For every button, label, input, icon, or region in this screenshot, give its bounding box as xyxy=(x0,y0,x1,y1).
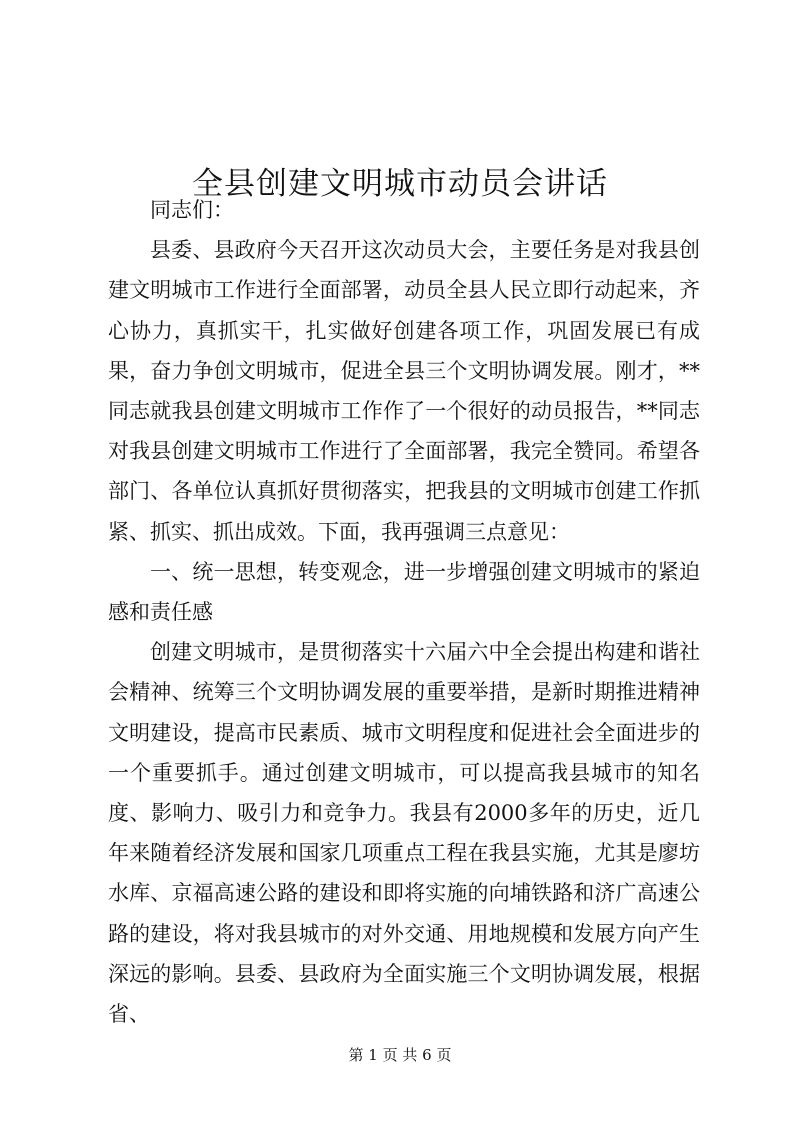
paragraph-section-1: 创建文明城市，是贯彻落实十六届六中全会提出构建和谐社会精神、统筹三个文明协调发展的重要举措，是新时期推进精神文明建设，提高市民素质、城市文明程度和促进社会全面进步的一个重要抓手。通过创建文明城市，可以提高我县城市的知名度、影响力、吸引力和竞争力。我县有2000多年的历史，近几年来随着经济发展和国家几项重点工程在我县实施，尤其是廖坊水库、京福高速公路的建设和即将实施的向埔铁路和济广高速公路的建设，将对我县城市的对外交通、用地规模和发展方向产生深远的影响。县委、县政府为全面实施三个文明协调发展，根据省、 xyxy=(108,640,700,1027)
salutation: 同志们： xyxy=(150,198,234,222)
page-footer: 第 1 页 共 6 页 xyxy=(348,1046,452,1064)
document-title: 全县创建文明城市动员会讲话 xyxy=(192,165,608,202)
section-heading-1: 一、统一思想，转变观念，进一步增强创建文明城市的紧迫感和责任感 xyxy=(108,559,700,625)
document-body xyxy=(108,190,700,1034)
paragraph-intro: 县委、县政府今天召开这次动员大会，主要任务是对我县创建文明城市工作进行全面部署，动员全县人民立即行动起来，齐心协力，真抓实干，扎实做好创建各项工作，巩固发展已有成果，奋力争创文明城市，促进全县三个文明协调发展。刚才，**同志就我县创建文明城市工作作了一个很好的动员报告，**同志对我县创建文明城市工作进行了全面部署，我完全赞同。希望各部门、各单位认真抓好贯彻落实，把我县的文明城市创建工作抓紧、抓实、抓出成效。下面，我再强调三点意见： xyxy=(108,238,700,544)
